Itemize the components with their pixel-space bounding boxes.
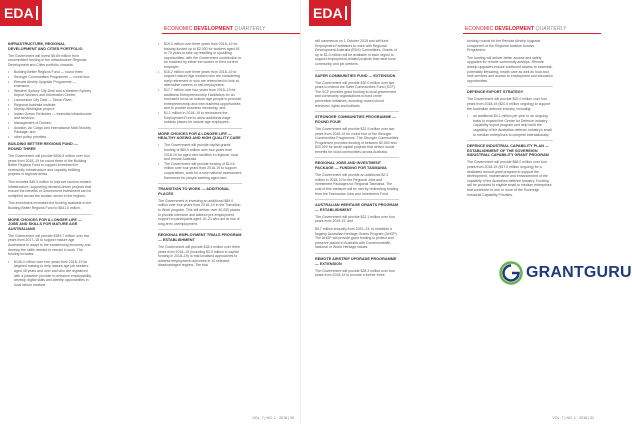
paragraph: This includes $45.0 million to improve tourism-related infrastructure, supporting demand-driven projects that ensure the benefits of Government investment can be multiplied across the tourism sector in the regions. (8, 180, 92, 198)
bullet-list (158, 42, 242, 125)
paragraph: The Government is investing an additional $89.0 million over four years from 2018–19 in the Transition to Work program. This will deliver over 40,000 places to provide intensive and tailored pre-employment support to participants aged 15–21 who are at risk of long-term unemployment. (158, 198, 241, 226)
logo-text: EDA (4, 5, 34, 21)
paragraph: The Government will provide $206.5 million over four years from 2018–19 for round three of the Building Better Regions Fund to support investment in community infrastructure and capacity building projects in regional areas. (8, 154, 90, 177)
paragraph: The Government will provide $22.1 million over four years from 2018-19, and (315, 214, 395, 224)
right-column-2 (467, 39, 553, 200)
divider (8, 214, 92, 215)
list-item: • $15.2 million over three years from 2018–19 to support mature age workers who are considering early retirement or who are retrenched to look at alternative careers or self-employment; (158, 70, 242, 88)
heading: MORE CHOICES FOR A LONGER LIFE — HEALTHY AGEING AND HIGH QUALITY CARE (158, 131, 241, 141)
grantguru-logo (499, 260, 632, 286)
paragraph: The Government will provide an additional $2.3 million in 2018-19 to the Regional Jobs and Investment Packages for Regional Tasmania. The cost of this measure will be met by redirecting funding from the Tasmanian Jobs and Investment Fund. (315, 173, 399, 196)
bullet-list (467, 114, 553, 137)
heading: AUSTRALIAN HERITAGE GRANTS PROGRAM — ESTABLISHMENT (315, 203, 399, 212)
right-page (300, 0, 632, 424)
list-item: • Murray-Wellington project; (8, 107, 92, 112)
heading: DEFENCE EXPORT STRATEGY (467, 90, 524, 95)
bullet-list (8, 260, 92, 288)
paragraph: $5.7 million annually from 2022–23, to establish a flagship Australian Heritage Grants Program (AHGP). The AHGP will provide grant funding to protect and preserve places in Australia with Commonwealth, National or World Heritage values. (315, 227, 398, 250)
list-item: • $17.7 million over four years from 2018–19 for additional Entrepreneurship Facilitators for an increased focus on mature age people to promote entrepreneurship and new business opportunities and to provide business mentoring; and (158, 88, 242, 111)
eda-logo (0, 0, 42, 26)
heading: DEFENCE INDUSTRIAL CAPABILITY PLAN — ESTABLISHMENT OF THE SOVEREIGN INDUSTRIAL CAPABILITY GRANT PROGRAM (467, 144, 549, 158)
list-item: • other policy priorities. (8, 135, 92, 140)
paragraph: will commence on 1 October 2018 and will fund Employment Facilitators to work with Regional Development Australia (RDA) Committees. Grants of up to $1.0 million will be available in each region to support employment-related projects that meet local community and job seekers. (315, 39, 397, 66)
divider (467, 140, 553, 141)
grantguru-wordmark: GRANTGURU (526, 264, 632, 281)
paragraph: This investment increases the funding available to the Building Better Regions Fund to $641.6 million. (8, 201, 92, 210)
heading: REGIONAL JOBS AND INVESTMENT PACKAGE — FUNDING FOR TASMANIA (315, 161, 387, 171)
list-item: • The Government will provide funding of $14.6 million over four years from 2018-19 to support cooperatives, work for a new national assessment framework for people seeking aged care. (158, 162, 242, 180)
heading: INFRASTRUCTURE, REGIONAL DEVELOPMENT AND CITIES PORTFOLIO (8, 42, 83, 51)
paragraph: The Government will provide $22.9 million over two years from 2018-19 for round four of the Stronger Communities Programme. The Stronger Communities Programme provides funding of between $2,500 and $20,000 for small capital projects that deliver social benefits for local communities across Australia. (315, 126, 399, 154)
list-item: • $19.3 million over three years from 2018–19 for training funded up to $2,000 for workers aged 45 to 70 years to take up reskilling or upskilling opportunities, with the Government contribution to be matched by either the worker or their current employer; (158, 42, 242, 70)
section-header: ECONOMIC DEVELOPMENT QUARTERLY (164, 26, 266, 32)
list-item: • $1.1 million in 2018–19 to restructure the Employment Fund to allow additional wage subsidy places for mature age employees. (158, 111, 242, 125)
section-header: ECONOMIC DEVELOPMENT QUARTERLY (465, 26, 567, 32)
header-rule (162, 33, 300, 34)
right-column-1 (315, 39, 399, 281)
logo-text: EDA (313, 5, 343, 21)
grantguru-mark-icon (499, 261, 523, 285)
heading: REGIONAL EMPLOYMENT TRIALS PROGRAM — ESTABLISHMENT (158, 233, 242, 242)
paragraph: The Government will provide $18.4 million over three years from 2018–19 (including $3.3 million in capital funding in 2018–19) to trial localised approaches to address employment outcomes in 10 selected disadvantaged regions. The trial (158, 245, 240, 268)
divider (315, 253, 399, 254)
list-item: • $136.4 million over four years from 2018–19 for targeted training to help mature age job seekers aged 45 years and over and who are registered with a jobactive provider to enhance employability, develop digital skills and identify opportunities in local labour markets (8, 260, 92, 288)
list-item: • Remote Airstrip Upgrade Programme — extension; (8, 80, 92, 89)
list-item: • Management of Drones; (8, 121, 92, 126)
paragraph: The Government will provide $28.3 million over four years from 2018-19 to provide a further three (315, 268, 395, 278)
heading: STRONGER COMMUNITIES PROGRAMME — ROUND FOUR (315, 115, 397, 124)
header-rule (463, 33, 601, 34)
list-item: • Western Sydney City Deal and a Western Sydney Airport Workers and Information Centre; (8, 89, 92, 98)
list-item: • Launceston City Deal — Tamar River; (8, 98, 92, 103)
left-page (0, 0, 300, 424)
list-item: • Building Better Regions Fund — round three (8, 70, 92, 75)
heading: SAFER COMMUNITIES FUND — EXTENSION (315, 73, 396, 78)
left-column-2 (158, 42, 242, 271)
divider (315, 157, 399, 158)
divider (158, 128, 242, 129)
paragraph: The Government will provide $189.7 million over five years from 2017–18 to support mature age Australians to adapt to the transitioning economy and develop the skills needed to remain in work. The funding includes: (8, 233, 91, 257)
heading: TRANSITION TO WORK — ADDITIONAL PLACES (158, 187, 230, 196)
list-item: • Indian Ocean Territories — essential infrastructure and services; (8, 112, 92, 121)
list-item: • an additional $4.1 million per year to an ongoing basis to expand the Centre for Defence Industry Capability export program and help build the capability of the Australian defence industry's small to medium enterprises to compete internationally. (467, 114, 553, 137)
paragraph: The funding will deliver better access and safety upgrades for remote community airstrips. Remote airstrip upgrades ensure continued access to essential, potentially lifesaving, health care as well as food and mail services and access to employment and education opportunities. (467, 55, 553, 83)
paragraph: funding rounds for the Remote Airstrip Upgrade component of the Regional Aviation Access Programme. (467, 39, 541, 53)
divider (158, 183, 242, 184)
left-column-1 (8, 39, 92, 290)
heading: MORE CHOICES FOR A LONGER LIFE — JOBS AND SKILLS FOR MATURE AGE AUSTRALIANS (8, 217, 82, 231)
list-item: • Stronger Communities Programme — round four; (8, 75, 92, 80)
paragraph: The Government will provide $20.0 million over four years from 2018-19 ($20.0 million ongoing) to support the Australian defence industry, including: (467, 97, 551, 111)
heading: REMOTE AIRSTRIP UPGRADE PROGRAMME — EXTENSION (315, 256, 397, 266)
bullet-list (158, 143, 242, 180)
bullet-list (8, 70, 92, 139)
page-footer: VOL. 7 | NO. 1 · 2018 | 30 (252, 416, 294, 420)
paragraph: The Government will provide $30.0 million over two years to extend the Safer Communities Fund (SCF). The SCF provides grant funding to local government and community organisations to fund crime prevention initiatives, including closed circuit television, lights and bollards. (315, 80, 397, 108)
divider (158, 229, 242, 230)
divider (315, 111, 399, 112)
divider (467, 86, 553, 87)
paragraph: The Government will invest $5.69 million from uncommitted funding in the Infrastructure Regional Development and Cities portfolio, towards: (8, 53, 87, 67)
list-item: • Regional Australia Institute (8, 103, 92, 108)
heading: BUILDING BETTER REGIONS FUND — ROUND THREE (8, 142, 78, 151)
list-item: • The Government will provide capital grants funding of $60.0 million over four years from 2018-19 for aged care facilities in regional, rural and remote Australia. (158, 143, 242, 161)
divider (315, 70, 399, 71)
page-footer: VOL. 7 | NO. 1 · 2018 | 31 (552, 416, 594, 420)
list-item: • Aviation, Air Cargo and International Mail Security Package; and (8, 126, 92, 135)
divider (315, 199, 399, 200)
paragraph: The Government will provide $68.0 million over four years from 2018-19 ($17.0 million ongoing) for a dedicated annual grant program to support the development, maintenance and enhancement of the capability of the Australian defence industry. Funding will be provided to eligible small to medium enterprises that contribute to one or more of the Sovereign Industrial Capability Priorities. (467, 160, 552, 197)
eda-logo (309, 0, 351, 26)
